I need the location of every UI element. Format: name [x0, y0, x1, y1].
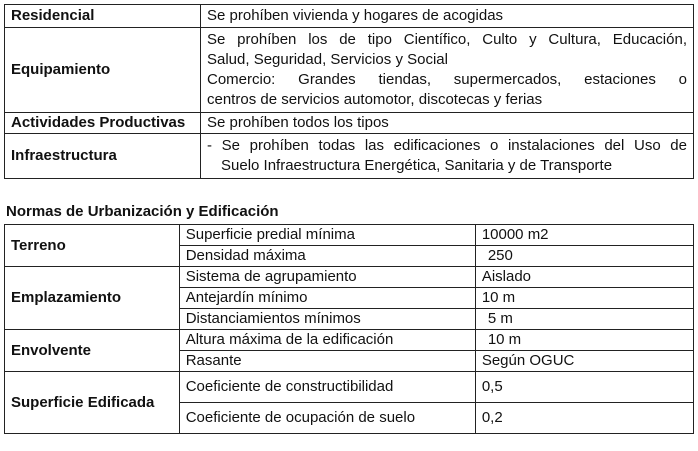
- row-text-equipamiento: [201, 28, 694, 113]
- table-row: [5, 330, 694, 351]
- norma-name: Antejardín mínimo: [179, 288, 475, 309]
- norma-value: Según OGUC: [475, 351, 693, 372]
- norma-name: Coeficiente de constructibilidad: [179, 372, 475, 403]
- uso-suelo-table: [4, 4, 694, 179]
- norma-name: Superficie predial mínima: [179, 225, 475, 246]
- text-line: Salud, Seguridad, Servicios y Social: [207, 51, 448, 68]
- norma-name: Coeficiente de ocupación de suelo: [179, 403, 475, 434]
- norma-name: Sistema de agrupamiento: [179, 267, 475, 288]
- group-label-envolvente: Envolvente: [5, 330, 180, 372]
- norma-name: Altura máxima de la edificación: [179, 330, 475, 351]
- table-row: [5, 225, 694, 246]
- norma-value: 10 m: [475, 288, 693, 309]
- norma-name: Rasante: [179, 351, 475, 372]
- row-label-infraestructura: Infraestructura: [5, 134, 201, 179]
- section-title: Normas de Urbanización y Edificación: [6, 203, 279, 220]
- row-text-infraestructura: [201, 134, 694, 179]
- group-label-emplazamiento: Emplazamiento: [5, 267, 180, 330]
- row-text-residencial: Se prohíben vivienda y hogares de acogidas: [201, 5, 694, 28]
- table-row: [5, 267, 694, 288]
- norma-value: 5 m: [475, 309, 693, 330]
- norma-value: Aislado: [475, 267, 693, 288]
- table-row: [5, 113, 694, 134]
- group-label-superficie-edificada: Superficie Edificada: [5, 372, 180, 434]
- text-line: - Se prohíben todas las edificaciones o instalaciones del Uso de: [207, 137, 687, 154]
- norma-value: 10000 m2: [475, 225, 693, 246]
- norma-name: Distanciamientos mínimos: [179, 309, 475, 330]
- norma-value: 0,2: [475, 403, 693, 434]
- norma-value: 250: [475, 246, 693, 267]
- table-row: [5, 28, 694, 113]
- row-text-actividades: Se prohíben todos los tipos: [201, 113, 694, 134]
- table-row: [5, 372, 694, 403]
- text-line: Se prohíben los de tipo Científico, Culto y Cultura, Educación,: [207, 31, 687, 48]
- text-line: centros de servicios automotor, discotecas y ferias: [207, 91, 543, 108]
- group-label-terreno: Terreno: [5, 225, 180, 267]
- norma-name: Densidad máxima: [179, 246, 475, 267]
- norma-value: 10 m: [475, 330, 693, 351]
- norma-value: 0,5: [475, 372, 693, 403]
- text-line: Comercio: Grandes tiendas, supermercados, estaciones o: [207, 71, 687, 88]
- row-label-actividades: Actividades Productivas: [5, 113, 201, 134]
- row-label-residencial: Residencial: [5, 5, 201, 28]
- row-label-equipamiento: Equipamiento: [5, 28, 201, 113]
- table-row: [5, 134, 694, 179]
- normas-table: [4, 224, 694, 434]
- text-line: Suelo Infraestructura Energética, Sanitaria y de Transporte: [221, 157, 613, 174]
- table-row: [5, 5, 694, 28]
